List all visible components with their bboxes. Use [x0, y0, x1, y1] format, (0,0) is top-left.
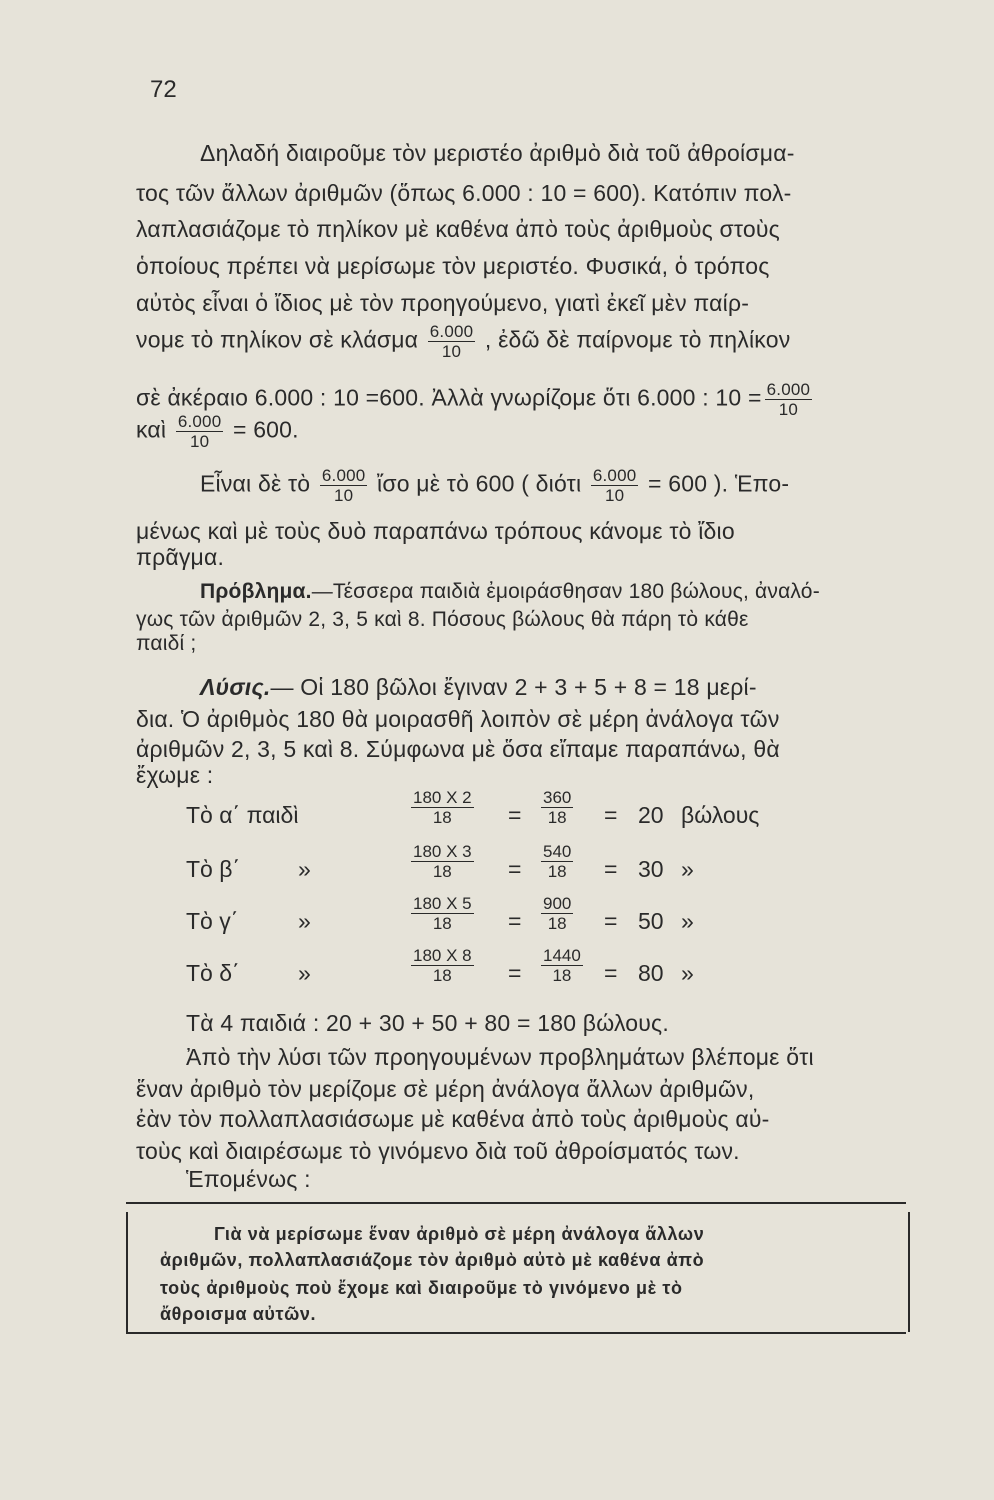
text-line: παιδί ; — [136, 632, 197, 655]
text-line: πρᾶγμα. — [136, 544, 225, 570]
fraction-numerator: 360 — [543, 788, 572, 807]
fraction-numerator: 6.000 — [429, 322, 474, 341]
box-top-rule — [126, 1202, 906, 1204]
fraction-denominator: 18 — [541, 913, 573, 933]
text-fragment: — Οἱ 180 βῶλοι ἔγιναν 2 + 3 + 5 + 8 = 18 μερί- — [270, 674, 757, 700]
rule-text-line: ἀριθμῶν, πολλαπλασιάζομε τὸν ἀριθμὸ αὐτὸ μὲ καθένα ἀπὸ — [160, 1250, 705, 1270]
text-line: ὁποίους πρέπει νὰ μερίσωμε τὸν μεριστέο. Φυσικά, ὁ τρόπος — [136, 253, 770, 279]
fraction — [428, 322, 476, 361]
ditto-mark: » — [298, 908, 311, 934]
text-fragment: καὶ — [136, 416, 167, 443]
rule-text-line: Γιὰ νὰ μερίσωμε ἕναν ἀριθμὸ σὲ μέρη ἀνάλογα ἄλλων — [214, 1224, 705, 1244]
fraction-denominator: 10 — [320, 485, 368, 505]
fraction — [411, 842, 474, 881]
rule-text-line: τοὺς ἀριθμοὺς ποὺ ἔχομε καὶ διαιροῦμε τὸ γινόμενο μὲ τὸ — [160, 1278, 683, 1298]
text-fragment: σὲ ἀκέραιο 6.000 : 10 =600. Ἀλλὰ γνωρίζομε ὅτι 6.000 : 10 = — [136, 384, 762, 411]
row-unit: » — [681, 960, 694, 986]
equals-sign: = — [604, 856, 618, 882]
fraction-numerator: 540 — [543, 842, 572, 861]
text-fragment: —Τέσσερα παιδιὰ ἐμοιράσθησαν 180 βώλους, ἀναλό- — [311, 580, 820, 603]
text-line: Δηλαδή διαιροῦμε τὸν μεριστέο ἀριθμὸ διὰ τοῦ ἀθροίσμα- — [200, 140, 795, 166]
row-label: Τὸ γ΄ — [186, 908, 239, 934]
equals-sign: = — [604, 908, 618, 934]
fraction — [411, 894, 474, 933]
fraction-denominator: 10 — [176, 431, 224, 451]
total-line: Τὰ 4 παιδιά : 20 + 30 + 50 + 80 = 180 βώλους. — [186, 1010, 669, 1036]
text-fragment: νομε τὸ πηλίκον σὲ κλάσμα — [136, 326, 419, 353]
row-label: Τὸ β΄ — [186, 856, 241, 882]
row-unit: βώλους — [681, 802, 760, 828]
fraction-denominator: 10 — [591, 485, 639, 505]
fraction-numerator: 900 — [543, 894, 572, 913]
text-line: δια. Ὁ ἀριθμὸς 180 θὰ μοιρασθῆ λοιπὸν σὲ μέρη ἀνάλογα τῶν — [136, 706, 780, 732]
text-fragment: Εἶναι δὲ τὸ — [200, 470, 311, 497]
row-unit: » — [681, 856, 694, 882]
equals-sign: = — [508, 960, 522, 986]
fraction-denominator: 18 — [541, 861, 573, 881]
ditto-mark: » — [298, 960, 311, 986]
fraction-denominator: 10 — [765, 399, 813, 419]
row-result: 20 — [638, 802, 664, 828]
solution-label: Λύσις. — [200, 674, 271, 700]
problem-label: Πρόβλημα. — [200, 580, 312, 603]
fraction — [411, 946, 474, 985]
ditto-mark: » — [298, 856, 311, 882]
row-result: 30 — [638, 856, 664, 882]
text-line: τοὺς καὶ διαιρέσωμε τὸ γινόμενο διὰ τοῦ ἀθροίσματός των. — [136, 1138, 740, 1164]
text-fragment: ἴσο μὲ τὸ 600 ( διότι — [377, 470, 582, 497]
text-line: ἔχωμε : — [136, 762, 214, 788]
fraction-numerator: 1440 — [543, 946, 581, 965]
problem-line — [200, 580, 820, 604]
text-fragment: = 600 ). Ἑπο- — [648, 470, 790, 497]
text-line: ἀριθμῶν 2, 3, 5 καὶ 8. Σύμφωνα μὲ ὅσα εἴπαμε παραπάνω, θὰ — [136, 736, 780, 762]
equals-sign: = — [508, 856, 522, 882]
fraction-denominator: 18 — [411, 965, 474, 985]
text-line: αὐτὸς εἶναι ὁ ἴδιος μὲ τὸν προηγούμενο, γιατὶ ἐκεῖ μὲν παίρ- — [136, 290, 750, 316]
rule-text-line: ἄθροισμα αὐτῶν. — [160, 1304, 317, 1324]
text-line: μένως καὶ μὲ τοὺς δυὸ παραπάνω τρόπους κάνομε τὸ ἴδιο — [136, 518, 735, 544]
fraction-numerator: 6.000 — [592, 466, 637, 485]
box-bottom-rule — [126, 1332, 906, 1334]
text-fragment: , ἐδῶ δὲ παίρνομε τὸ πηλίκον — [484, 326, 791, 353]
equals-sign: = — [508, 802, 522, 828]
text-line: τος τῶν ἄλλων ἀριθμῶν (ὅπως 6.000 : 10 = 600). Κατόπιν πολ- — [136, 180, 792, 206]
text-line: λαπλασιάζομε τὸ πηλίκον μὲ καθένα ἀπὸ τοὺς ἀριθμοὺς στοὺς — [136, 216, 780, 242]
row-result: 80 — [638, 960, 664, 986]
fraction — [541, 842, 573, 881]
fraction — [411, 788, 474, 827]
text-line: ἕναν ἀριθμὸ τὸν μερίζομε σὲ μέρη ἀνάλογα ἄλλων ἀριθμῶν, — [136, 1076, 755, 1102]
text-line: Ἀπὸ τὴν λύσι τῶν προηγουμένων προβλημάτων βλέπομε ὅτι — [186, 1044, 814, 1070]
fraction — [320, 466, 368, 505]
text-line-with-fraction — [136, 412, 299, 451]
fraction — [176, 412, 224, 451]
text-line: γως τῶν ἀριθμῶν 2, 3, 5 καὶ 8. Πόσους βώλους θὰ πάρη τὸ κάθε — [136, 608, 749, 631]
fraction — [541, 788, 573, 827]
fraction — [541, 894, 573, 933]
row-result: 50 — [638, 908, 664, 934]
fraction-numerator: 6.000 — [766, 380, 811, 399]
row-label: Τὸ α΄ παιδὶ — [186, 802, 299, 828]
text-line-with-fraction — [200, 466, 789, 505]
fraction-numerator: 180 X 3 — [413, 842, 472, 861]
fraction-denominator: 18 — [411, 861, 474, 881]
equals-sign: = — [604, 960, 618, 986]
fraction-denominator: 18 — [411, 913, 474, 933]
fraction — [591, 466, 639, 505]
row-label: Τὸ δ΄ — [186, 960, 240, 986]
fraction-numerator: 6.000 — [321, 466, 366, 485]
fraction-numerator: 180 X 2 — [413, 788, 472, 807]
fraction — [765, 380, 813, 419]
equals-sign: = — [508, 908, 522, 934]
text-fragment: = 600. — [232, 416, 299, 443]
fraction-numerator: 180 X 5 — [413, 894, 472, 913]
fraction-denominator: 18 — [411, 807, 474, 827]
row-unit: » — [681, 908, 694, 934]
equals-sign: = — [604, 802, 618, 828]
page-number: 72 — [150, 76, 177, 103]
fraction-denominator: 10 — [428, 341, 476, 361]
fraction-numerator: 6.000 — [177, 412, 222, 431]
fraction — [541, 946, 583, 985]
solution-line — [200, 674, 757, 701]
fraction-denominator: 18 — [541, 807, 573, 827]
text-line-with-fraction — [136, 322, 790, 361]
fraction-denominator: 18 — [541, 965, 583, 985]
text-line: ἐὰν τὸν πολλαπλασιάσωμε μὲ καθένα ἀπὸ τοὺς ἀριθμοὺς αὐ- — [136, 1106, 770, 1132]
fraction-numerator: 180 X 8 — [413, 946, 472, 965]
text-line: Ἑπομένως : — [186, 1166, 311, 1192]
